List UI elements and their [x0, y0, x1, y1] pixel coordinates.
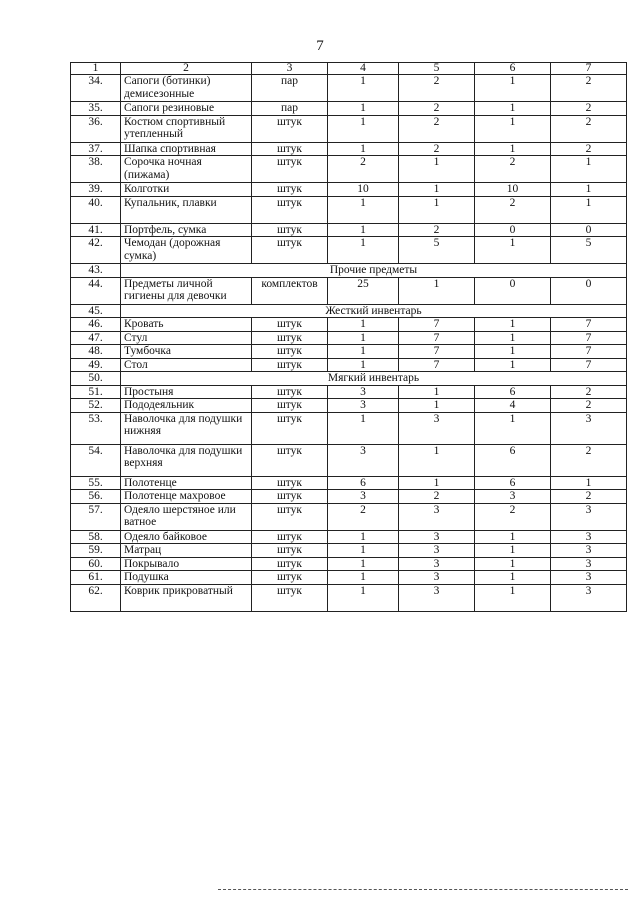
table-row [71, 385, 627, 399]
section-row [71, 304, 627, 318]
quantity-col-6: 6 [475, 385, 551, 399]
header-cell: 3 [252, 63, 328, 75]
quantity-col-4: 1 [328, 557, 399, 571]
item-name: Тумбочка [121, 345, 252, 359]
table-row [71, 412, 627, 444]
row-number: 34. [71, 75, 121, 102]
unit: штук [252, 318, 328, 332]
item-name: Подушка [121, 571, 252, 585]
row-number: 58. [71, 530, 121, 544]
unit: штук [252, 358, 328, 372]
term-col-7: 1 [551, 183, 627, 197]
unit: штук [252, 476, 328, 490]
item-name: Предметы личной гигиены для девочки [121, 277, 252, 304]
row-number: 52. [71, 399, 121, 413]
term-col-7: 3 [551, 503, 627, 530]
quantity-col-6: 1 [475, 557, 551, 571]
unit: штук [252, 345, 328, 359]
quantity-col-6: 2 [475, 503, 551, 530]
header-cell: 7 [551, 63, 627, 75]
term-col-5: 2 [399, 102, 475, 116]
item-name: Шапка спортивная [121, 142, 252, 156]
row-number: 41. [71, 223, 121, 237]
row-number: 51. [71, 385, 121, 399]
section-title: Мягкий инвентарь [121, 372, 627, 386]
footer-divider [218, 889, 628, 890]
quantity-col-6: 1 [475, 544, 551, 558]
unit: штук [252, 490, 328, 504]
unit: штук [252, 196, 328, 223]
quantity-col-4: 1 [328, 318, 399, 332]
term-col-7: 7 [551, 345, 627, 359]
unit: штук [252, 444, 328, 476]
unit: штук [252, 571, 328, 585]
row-number: 47. [71, 331, 121, 345]
quantity-col-4: 2 [328, 503, 399, 530]
term-col-7: 2 [551, 75, 627, 102]
quantity-col-6: 1 [475, 237, 551, 264]
term-col-5: 3 [399, 412, 475, 444]
row-number: 44. [71, 277, 121, 304]
term-col-5: 1 [399, 196, 475, 223]
term-col-7: 7 [551, 331, 627, 345]
quantity-col-6: 6 [475, 444, 551, 476]
quantity-col-4: 3 [328, 490, 399, 504]
quantity-col-6: 1 [475, 331, 551, 345]
unit: штук [252, 557, 328, 571]
term-col-7: 1 [551, 476, 627, 490]
table-row [71, 75, 627, 102]
quantity-col-6: 0 [475, 223, 551, 237]
item-name: Одеяло шерстяное или ватное [121, 503, 252, 530]
quantity-col-6: 1 [475, 75, 551, 102]
term-col-7: 2 [551, 490, 627, 504]
unit: штук [252, 183, 328, 197]
quantity-col-6: 1 [475, 358, 551, 372]
table-row [71, 237, 627, 264]
row-number: 55. [71, 476, 121, 490]
quantity-col-4: 2 [328, 156, 399, 183]
section-title: Прочие предметы [121, 264, 627, 278]
table-row [71, 444, 627, 476]
row-number: 49. [71, 358, 121, 372]
term-col-7: 2 [551, 399, 627, 413]
term-col-5: 2 [399, 75, 475, 102]
term-col-7: 1 [551, 156, 627, 183]
item-name: Кровать [121, 318, 252, 332]
term-col-5: 1 [399, 444, 475, 476]
table-row [71, 277, 627, 304]
quantity-col-4: 25 [328, 277, 399, 304]
unit: штук [252, 412, 328, 444]
term-col-5: 7 [399, 331, 475, 345]
row-number: 39. [71, 183, 121, 197]
row-number: 53. [71, 412, 121, 444]
term-col-5: 1 [399, 156, 475, 183]
term-col-5: 3 [399, 557, 475, 571]
quantity-col-4: 1 [328, 115, 399, 142]
unit: штук [252, 544, 328, 558]
term-col-5: 2 [399, 223, 475, 237]
row-number: 57. [71, 503, 121, 530]
table-body [71, 63, 627, 612]
term-col-7: 2 [551, 385, 627, 399]
table-row [71, 476, 627, 490]
table-row [71, 530, 627, 544]
term-col-7: 1 [551, 196, 627, 223]
term-col-5: 3 [399, 571, 475, 585]
quantity-col-4: 3 [328, 385, 399, 399]
supply-norms-table [70, 62, 627, 612]
unit: комплектов [252, 277, 328, 304]
quantity-col-6: 1 [475, 571, 551, 585]
item-name: Матрац [121, 544, 252, 558]
unit: штук [252, 331, 328, 345]
quantity-col-4: 6 [328, 476, 399, 490]
item-name: Коврик прикроватный [121, 584, 252, 611]
row-number: 48. [71, 345, 121, 359]
row-number: 45. [71, 304, 121, 318]
quantity-col-4: 1 [328, 345, 399, 359]
quantity-col-6: 10 [475, 183, 551, 197]
row-number: 54. [71, 444, 121, 476]
header-cell: 1 [71, 63, 121, 75]
table-row [71, 544, 627, 558]
table-row [71, 196, 627, 223]
quantity-col-4: 1 [328, 530, 399, 544]
item-name: Сапоги резиновые [121, 102, 252, 116]
table-row [71, 142, 627, 156]
quantity-col-4: 1 [328, 223, 399, 237]
quantity-col-6: 3 [475, 490, 551, 504]
header-cell: 5 [399, 63, 475, 75]
term-col-7: 2 [551, 115, 627, 142]
unit: штук [252, 385, 328, 399]
quantity-col-6: 1 [475, 318, 551, 332]
quantity-col-4: 1 [328, 196, 399, 223]
quantity-col-6: 2 [475, 196, 551, 223]
term-col-7: 2 [551, 102, 627, 116]
section-row [71, 264, 627, 278]
quantity-col-4: 1 [328, 237, 399, 264]
term-col-5: 1 [399, 277, 475, 304]
table-row [71, 345, 627, 359]
unit: штук [252, 530, 328, 544]
table-row [71, 223, 627, 237]
term-col-5: 1 [399, 183, 475, 197]
term-col-5: 7 [399, 345, 475, 359]
row-number: 40. [71, 196, 121, 223]
item-name: Колготки [121, 183, 252, 197]
item-name: Наволочка для подушки нижняя [121, 412, 252, 444]
row-number: 35. [71, 102, 121, 116]
term-col-7: 7 [551, 318, 627, 332]
quantity-col-4: 1 [328, 358, 399, 372]
term-col-7: 3 [551, 544, 627, 558]
item-name: Полотенце [121, 476, 252, 490]
quantity-col-4: 10 [328, 183, 399, 197]
term-col-5: 2 [399, 142, 475, 156]
row-number: 60. [71, 557, 121, 571]
unit: штук [252, 399, 328, 413]
table-row [71, 503, 627, 530]
term-col-5: 7 [399, 358, 475, 372]
term-col-5: 7 [399, 318, 475, 332]
term-col-7: 0 [551, 223, 627, 237]
row-number: 56. [71, 490, 121, 504]
quantity-col-6: 1 [475, 584, 551, 611]
unit: штук [252, 115, 328, 142]
item-name: Сапоги (ботинки) демисезонные [121, 75, 252, 102]
unit: пар [252, 75, 328, 102]
table-row [71, 115, 627, 142]
quantity-col-4: 1 [328, 75, 399, 102]
table-row [71, 331, 627, 345]
term-col-5: 5 [399, 237, 475, 264]
page-number: 7 [316, 38, 324, 54]
term-col-7: 5 [551, 237, 627, 264]
row-number: 59. [71, 544, 121, 558]
quantity-col-6: 1 [475, 142, 551, 156]
item-name: Стол [121, 358, 252, 372]
row-number: 42. [71, 237, 121, 264]
quantity-col-4: 1 [328, 102, 399, 116]
row-number: 46. [71, 318, 121, 332]
quantity-col-4: 1 [328, 142, 399, 156]
term-col-7: 3 [551, 571, 627, 585]
header-cell: 2 [121, 63, 252, 75]
table-row [71, 399, 627, 413]
item-name: Полотенце махровое [121, 490, 252, 504]
item-name: Костюм спортивный утепленный [121, 115, 252, 142]
item-name: Портфель, сумка [121, 223, 252, 237]
term-col-5: 3 [399, 503, 475, 530]
item-name: Наволочка для подушки верхняя [121, 444, 252, 476]
row-number: 38. [71, 156, 121, 183]
row-number: 37. [71, 142, 121, 156]
table-row [71, 102, 627, 116]
table-row [71, 490, 627, 504]
unit: пар [252, 102, 328, 116]
quantity-col-6: 1 [475, 345, 551, 359]
term-col-5: 3 [399, 544, 475, 558]
term-col-7: 7 [551, 358, 627, 372]
unit: штук [252, 503, 328, 530]
term-col-5: 3 [399, 584, 475, 611]
header-cell: 6 [475, 63, 551, 75]
quantity-col-4: 1 [328, 544, 399, 558]
quantity-col-6: 6 [475, 476, 551, 490]
table-row [71, 571, 627, 585]
quantity-col-4: 1 [328, 412, 399, 444]
section-title: Жесткий инвентарь [121, 304, 627, 318]
unit: штук [252, 584, 328, 611]
quantity-col-6: 1 [475, 115, 551, 142]
quantity-col-6: 1 [475, 102, 551, 116]
table-row [71, 318, 627, 332]
item-name: Чемодан (дорожная сумка) [121, 237, 252, 264]
table-row [71, 584, 627, 611]
table-row [71, 156, 627, 183]
table-row [71, 557, 627, 571]
quantity-col-4: 3 [328, 444, 399, 476]
quantity-col-4: 1 [328, 584, 399, 611]
item-name: Сорочка ночная (пижама) [121, 156, 252, 183]
table-header-row [71, 63, 627, 75]
section-row [71, 372, 627, 386]
term-col-7: 2 [551, 444, 627, 476]
item-name: Покрывало [121, 557, 252, 571]
item-name: Одеяло байковое [121, 530, 252, 544]
item-name: Стул [121, 331, 252, 345]
term-col-7: 0 [551, 277, 627, 304]
term-col-7: 2 [551, 142, 627, 156]
term-col-5: 2 [399, 490, 475, 504]
quantity-col-6: 0 [475, 277, 551, 304]
row-number: 61. [71, 571, 121, 585]
row-number: 50. [71, 372, 121, 386]
term-col-5: 3 [399, 530, 475, 544]
table-row [71, 358, 627, 372]
unit: штук [252, 142, 328, 156]
quantity-col-4: 3 [328, 399, 399, 413]
term-col-7: 3 [551, 530, 627, 544]
item-name: Купальник, плавки [121, 196, 252, 223]
row-number: 62. [71, 584, 121, 611]
item-name: Простыня [121, 385, 252, 399]
term-col-5: 1 [399, 399, 475, 413]
unit: штук [252, 237, 328, 264]
unit: штук [252, 223, 328, 237]
quantity-col-6: 1 [475, 530, 551, 544]
row-number: 36. [71, 115, 121, 142]
quantity-col-4: 1 [328, 571, 399, 585]
term-col-7: 3 [551, 557, 627, 571]
term-col-7: 3 [551, 412, 627, 444]
quantity-col-6: 1 [475, 412, 551, 444]
term-col-7: 3 [551, 584, 627, 611]
term-col-5: 1 [399, 476, 475, 490]
term-col-5: 1 [399, 385, 475, 399]
unit: штук [252, 156, 328, 183]
term-col-5: 2 [399, 115, 475, 142]
quantity-col-4: 1 [328, 331, 399, 345]
row-number: 43. [71, 264, 121, 278]
item-name: Пододеяльник [121, 399, 252, 413]
quantity-col-6: 2 [475, 156, 551, 183]
header-cell: 4 [328, 63, 399, 75]
table-row [71, 183, 627, 197]
quantity-col-6: 4 [475, 399, 551, 413]
